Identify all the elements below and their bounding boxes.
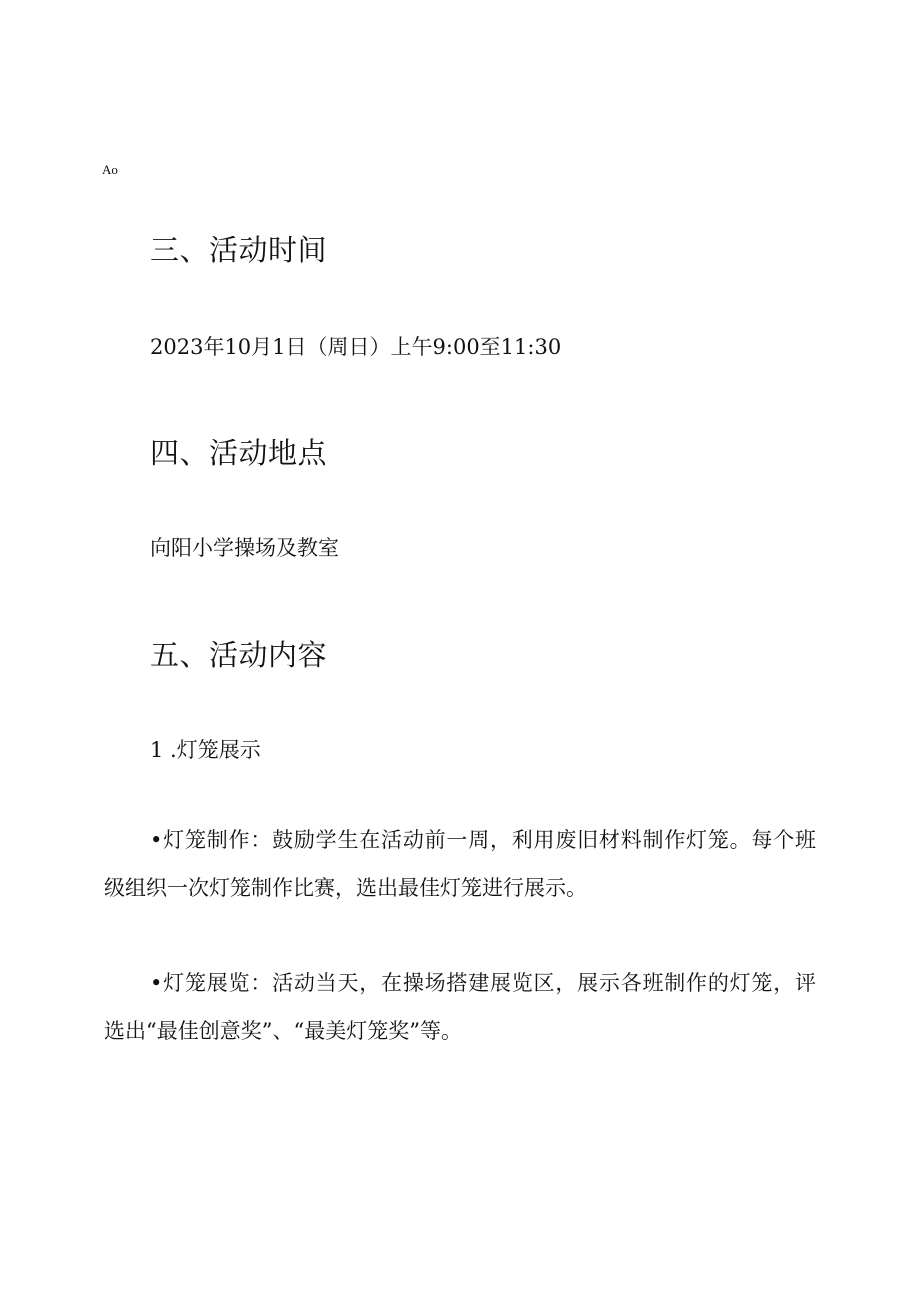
page-fragment-text: Ao — [102, 162, 118, 177]
activity-time-text: 2023年10月1日（周日）上午9:00至11:30 — [150, 335, 562, 359]
subsection-heading-lantern-display: 1 .灯笼展示 — [150, 738, 261, 762]
paragraph-line: •灯笼制作：鼓励学生在活动前一周，利用废旧材料制作灯笼。每个班 — [150, 828, 816, 852]
section-heading-time: 三、活动时间 — [150, 233, 328, 267]
paragraph-line: 选出“最佳创意奖”、“最美灯笼奖”等。 — [104, 1019, 462, 1043]
activity-location-text: 向阳小学操场及教室 — [150, 536, 339, 560]
section-heading-location: 四、活动地点 — [150, 436, 328, 470]
paragraph-line: 级组织一次灯笼制作比赛，选出最佳灯笼进行展示。 — [104, 876, 587, 900]
section-heading-content: 五、活动内容 — [150, 638, 328, 672]
paragraph-line: •灯笼展览：活动当天，在操场搭建展览区，展示各班制作的灯笼，评 — [150, 971, 816, 995]
